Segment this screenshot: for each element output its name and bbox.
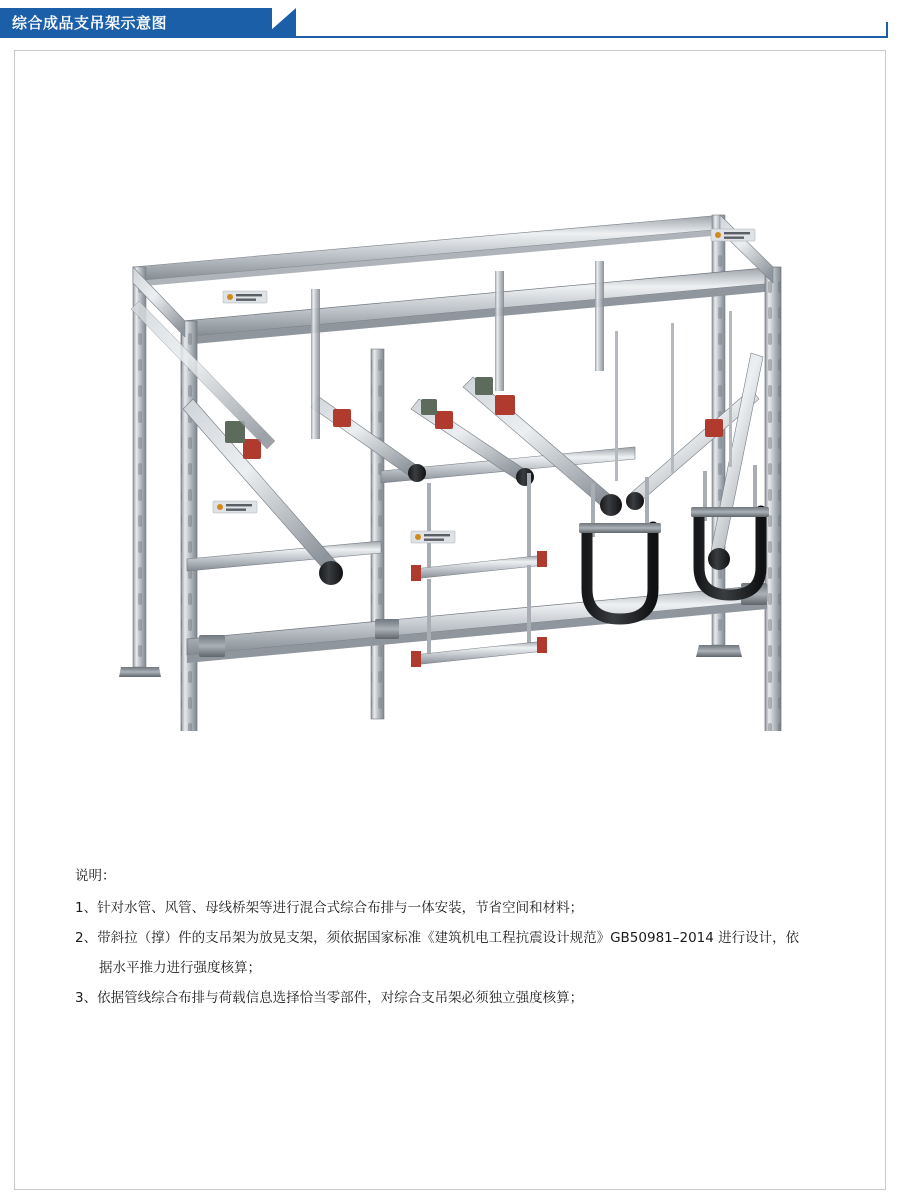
notes-title: 说明： <box>75 868 116 884</box>
support-hanger-illustration <box>75 171 835 731</box>
note-item-2: 2、带斜拉（撑）件的支吊架为放晃支架，须依据国家标准《建筑机电工程抗震设计规范》GB50981–2014 进行设计，依 <box>75 930 800 946</box>
note-item-3: 3、依据管线综合布排与荷载信息选择恰当零部件，对综合支吊架必须独立强度核算； <box>75 990 584 1006</box>
page-header <box>0 0 900 46</box>
notes-block <box>75 861 865 1013</box>
note-item-2-continued: 据水平推力进行强度核算； <box>99 960 261 976</box>
note-item-1: 1、针对水管、风管、母线桥架等进行混合式综合布排与一体安装，节省空间和材料； <box>75 900 584 916</box>
page-title: 综合成品支吊架示意图 <box>12 14 168 32</box>
u-clamp-left <box>579 477 661 619</box>
rear-top-beam <box>133 215 723 287</box>
brand-plate-2 <box>213 501 257 513</box>
brand-plate-1 <box>223 291 267 303</box>
mid-tray-beam-left <box>187 541 381 571</box>
brand-plate-4 <box>411 531 455 543</box>
middle-column <box>371 349 384 719</box>
brand-plate-3 <box>711 229 755 241</box>
diagonal-brace-2 <box>311 397 426 482</box>
header-banner-slant <box>262 8 296 38</box>
hanger-trapeze-1 <box>411 473 547 581</box>
front-top-beam <box>183 267 775 345</box>
header-rule-tail <box>886 22 888 38</box>
content-frame <box>14 50 886 1190</box>
header-rule <box>272 36 888 38</box>
